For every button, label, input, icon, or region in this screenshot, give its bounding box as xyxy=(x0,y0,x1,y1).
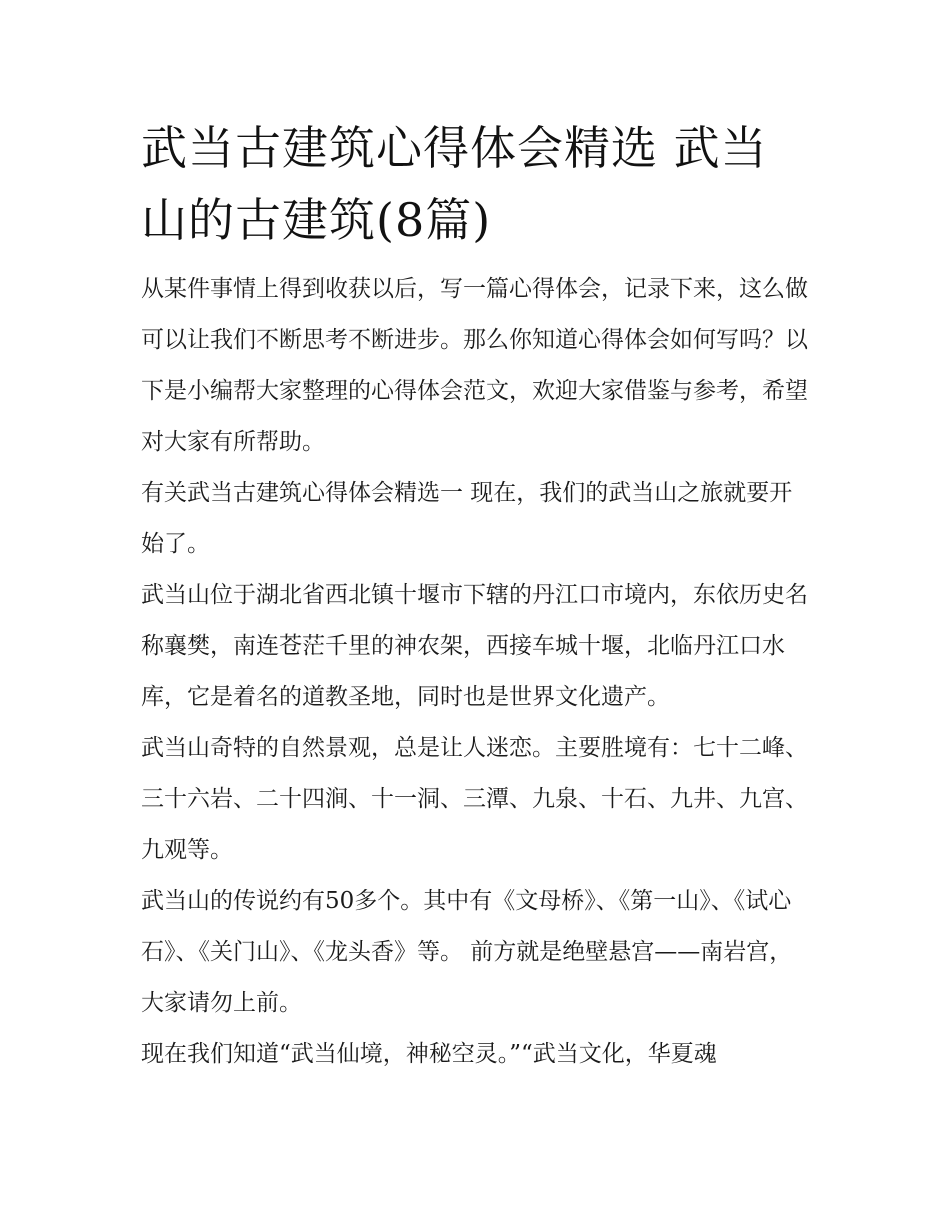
section-one-heading-paragraph: 有关武当古建筑心得体会精选一 现在，我们的武当山之旅就要开始了。 xyxy=(141,480,793,557)
culture-paragraph: 现在我们知道“武当仙境，神秘空灵。”“武当文化，华夏魂 xyxy=(141,1041,717,1067)
intro-paragraph: 从某件事情上得到收获以后，写一篇心得体会，记录下来，这么做可以让我们不断思考不断进步。那么你知道心得体会如何写吗？以下是小编帮大家整理的心得体会范文，欢迎大家借鉴与参考，希望对大家有所帮助。 xyxy=(141,276,808,455)
scenery-paragraph: 武当山奇特的自然景观，总是让人迷恋。主要胜境有：七十二峰、三十六岩、二十四涧、十一洞、三潭、九泉、十石、九井、九宫、九观等。 xyxy=(141,735,808,863)
document-title: 武当古建筑心得体会精选 武当山的古建筑(8篇) xyxy=(141,121,768,247)
document-body xyxy=(141,112,813,1080)
legends-paragraph: 武当山的传说约有50多个。其中有《文母桥》、《第一山》、《试心石》、《关门山》、《龙头香》等。 前方就是绝壁悬宫——南岩宫，大家请勿上前。 xyxy=(141,888,793,1016)
location-paragraph: 武当山位于湖北省西北镇十堰市下辖的丹江口市境内，东依历史名称襄樊，南连苍茫千里的神农架，西接车城十堰，北临丹江口水库，它是着名的道教圣地，同时也是世界文化遗产。 xyxy=(141,582,808,710)
